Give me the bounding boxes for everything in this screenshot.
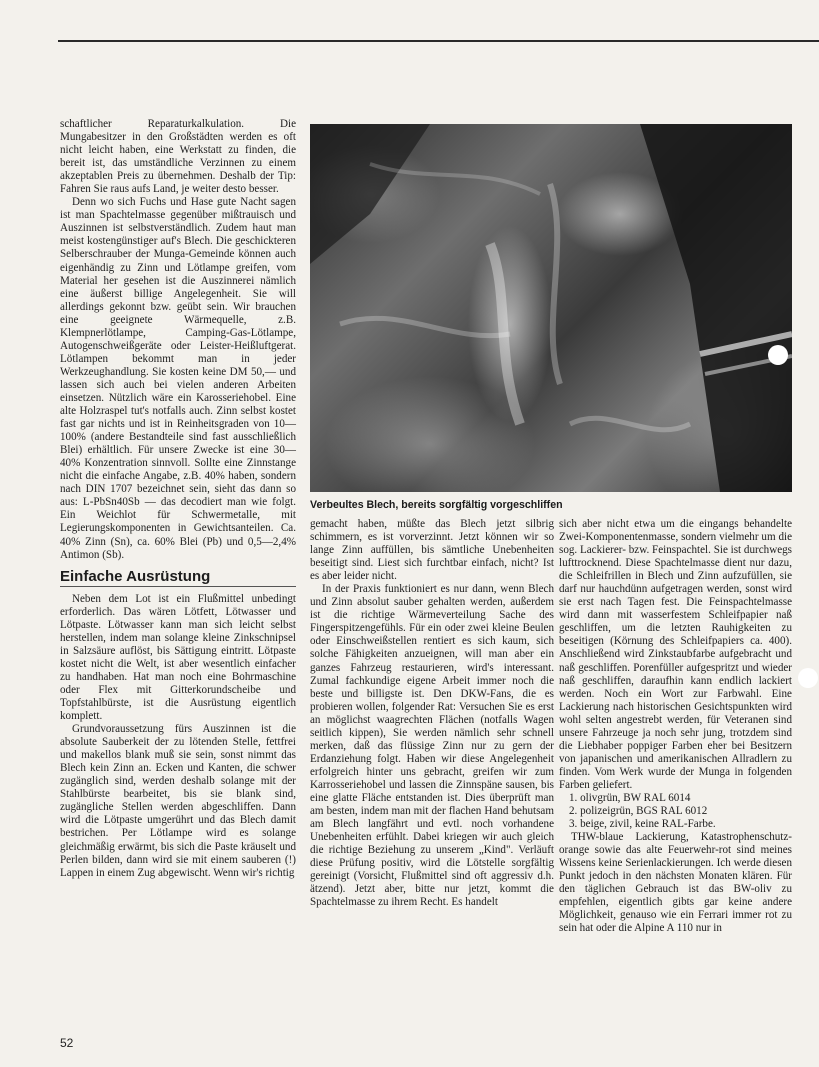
paragraph: schaftlicher Reparaturkalkulation. Die Mungabesitzer in den Großstädten werden es oft nicht leicht haben, eine Werkstatt zu finden, die bereit ist, das umständliche Verzinnen zu einem akzeptablen Preis zu übernehmen. Deshalb der Tip: Fahren Sie raus aufs Land, je weiter desto besser. (60, 118, 296, 196)
list-item: 2. polizeigrün, BGS RAL 6012 (569, 805, 708, 818)
text-column-middle (310, 518, 554, 909)
dented-sheet-metal-photo (310, 124, 792, 492)
list-item: 1. olivgrün, BW RAL 6014 (569, 791, 691, 804)
list-item: 3. beige, zivil, keine RAL-Farbe. (569, 818, 716, 831)
punch-hole (768, 345, 788, 365)
paragraph: gemacht haben, müßte das Blech jetzt silbrig schimmern, es ist vorverzinnt. Jetzt können wir so lange Zinn auffüllen, bis sämtliche Unebenheiten beseitigt sind. Liest sich furchtbar einfach, nicht? Ist es aber leider nicht. (310, 518, 554, 583)
text-column-right (559, 518, 792, 936)
photo-icon (310, 124, 792, 492)
paragraph: Denn wo sich Fuchs und Hase gute Nacht sagen ist man Spachtelmasse gegenüber mißtrauisch und Auszinnen ist selbstverständlich. Zudem haut man meist kostengünstiger auf's Blech. Die geschickteren Selberschrauber der Munga-Gemeinde können auch eigenhändig zu Zinn und Lötlampe greifen, vom Material her gesehen ist die Auszinnerei nämlich eine äußerst billige Angelegenheit. Sie will allerdings gekonnt bzw. geübt sein. Wir brauchen eine geeignete Wärmequelle, z.B. Klempnerlötlampe, Camping-Gas-Lötlampe, Autogenschweißgeräte oder Leister-Heißluftgerat. Lötlampen bekommt man in jeder Werkzeughandlung. Sie kosten keine DM 50,— und lassen sich auch bei vielen anderen Arbeiten einsetzen. Nützlich wäre ein Karosseriehobel. Eine alte Holzraspel tut's notfalls auch. Zinn selbst kostet fast gar nichts und ist in Reinheitsgraden von 10—100% (andere Bestandteile sind fast ausschließlich Blei) erhältlich. Für unsere Zwecke ist eine 30—40% Konzentration sinnvoll. Sollte eine Zinnstange nicht die einfache Angabe, z.B. 40% haben, sondern nach DIN 1707 bezeichnet sein, sieht das dann so aus: L-PbSn40Sb — das decodiert man wie folgt. Ein Weichlot für Schwermetalle, mit Legierungskomponenten in Gewichtsanteilen. Ca. 40% Zinn (Sn), ca. 60% Blei (Pb) und 0,5—2,4% Antimon (Sb). (60, 196, 296, 561)
paragraph: Neben dem Lot ist ein Flußmittel unbedingt erforderlich. Das wären Lötfett, Lötwasser und Lötpaste. Lötwasser kann man sich leicht selbst herstellen, indem man solange kleine Zinkschnipsel in Salzsäure auflöst, bis Sättigung eintritt. Lötpaste kostet nicht die Welt, ist aber wesentlich einfacher zu handhaben. Hat man noch eine Bohrmaschine oder Flex mit Gitterkorundscheibe und Topfstahlbürste, ist die Ausrüstung eigentlich komplett. (60, 592, 296, 723)
text-column-left (60, 118, 296, 880)
paragraph: In der Praxis funktioniert es nur dann, wenn Blech und Zinn absolut sauber gehalten werden, außerdem ist die richtige Wärmeverteilung Sache des Fingerspitzengefühls. Für ein oder zwei kleine Beulen oder Einschweißstellen rentiert es sich kaum, sich solche Fähigkeiten anzueignen, will man aber ein ganzes Fahrzeug restaurieren, wird's interessant. Zumal fachkundige eigene Arbeit immer noch die beste und billigste ist. Den DKW-Fans, die es probieren wollen, folgender Rat: Versuchen Sie es erst an möglichst waagrechten Flächen (notfalls Wagen seitlich kippen), Sie werden nämlich sehr schnell merken, daß das flüssige Zinn nur zu gern der Erdanziehung folgt. Haben wir diese Angelegenheit erfolgreich hinter uns gebracht, greifen wir zum Karrosseriehobel und lassen die Zinnspäne sausen, bis eine glatte Fläche entstanden ist. Dies überprüft man am besten, indem man mit der flachen Hand behutsam am Blech langfährt und evtl. noch vorhandene Unebenheiten erfühlt. Dabei kriegen wir auch gleich die richtige Beziehung zu unserem „Kind". Verläuft diese Prüfung positiv, wird die Lötstelle sorgfältig gereinigt (Vorsicht, Flußmittel sind oft aggressiv d.h. ätzend). Jetzt aber, bitte nur jetzt, kommt die Spachtelmasse zu ihrem Recht. Es handelt (310, 583, 554, 909)
paragraph: THW-blaue Lackierung, Katastrophenschutz-orange sowie das alte Feuerwehr-rot sind meines Wissens keine Serienlackierungen. Ich werde diesen Punkt jedoch in den nächsten Monaten klären. Für den täglichen Gebrauch ist das BW-oliv zu empfehlen, eigentlich gibts gar keine andere Möglichkeit, genauso wie ein Ferrari immer rot zu sein hat oder die Alpine A 110 nur in (559, 831, 792, 935)
punch-hole (798, 668, 818, 688)
page-number: 52 (60, 1036, 74, 1050)
section-heading: Einfache Ausrüstung (60, 570, 296, 587)
top-rule (58, 40, 819, 42)
paragraph: Grundvoraussetzung fürs Auszinnen ist die absolute Sauberkeit der zu lötenden Stelle, fettfrei und makellos blank muß sie sein, sonst nimmt das Blech kein Zinn an. Ecken und Kanten, die schwer zugänglich sind, werden deshalb solange mit der Stahlbürste bearbeitet, bis sie blank sind, zugängliche Stellen werden abgeschliffen. Dann wird die Lötpaste umgerührt und das Blech damit bestrichen. Per Lötlampe wird es solange gleichmäßig erwärmt, bis sich die Paste kräuselt und Perlen bilden, dann wird sie mit einem sauberen (!) Lappen in einem Zug abgewischt. Wenn wir's richtig (60, 723, 296, 879)
paragraph: sich aber nicht etwa um die eingangs behandelte Zwei-Komponentenmasse, sondern vielmehr um die sog. Lackierer- bzw. Feinspachtel. Sie ist durchwegs lufttrocknend. Diese Spachtelmasse dient nur dazu, die Schleifrillen in Blech und Zinn aufzufüllen, sie darf nur hauchdünn aufgetragen werden, sonst wird sie erst nach Tagen fest. Die Feinspachtelmasse wird dann mit wasserfestem Schleifpapier naß geschliffen, um die letzten Rauhigkeiten zu beseitigen (Körnung des Schleifpapiers ca. 400). Anschließend wird Zinkstaubfarbe aufgebracht und naß geschliffen. Porenfüller aufgespritzt und wieder naß geschliffen, daraufhin kann endlich lackiert werden. Noch ein Wort zur Farbwahl. Eine Lackierung nach historischen Gesichtspunkten wird wohl selten angestrebt werden, für Veteranen sind unsere Fahrzeuge ja noch sehr jung, trotzdem sind die Liebhaber poppiger Farben eher bei Besitzern von japanischen und amerikanischen Allradlern zu finden. Vom Werk wurde der Munga in folgenden Farben geliefert. (559, 518, 792, 791)
photo-caption: Verbeultes Blech, bereits sorgfältig vorgeschliffen (310, 499, 563, 511)
